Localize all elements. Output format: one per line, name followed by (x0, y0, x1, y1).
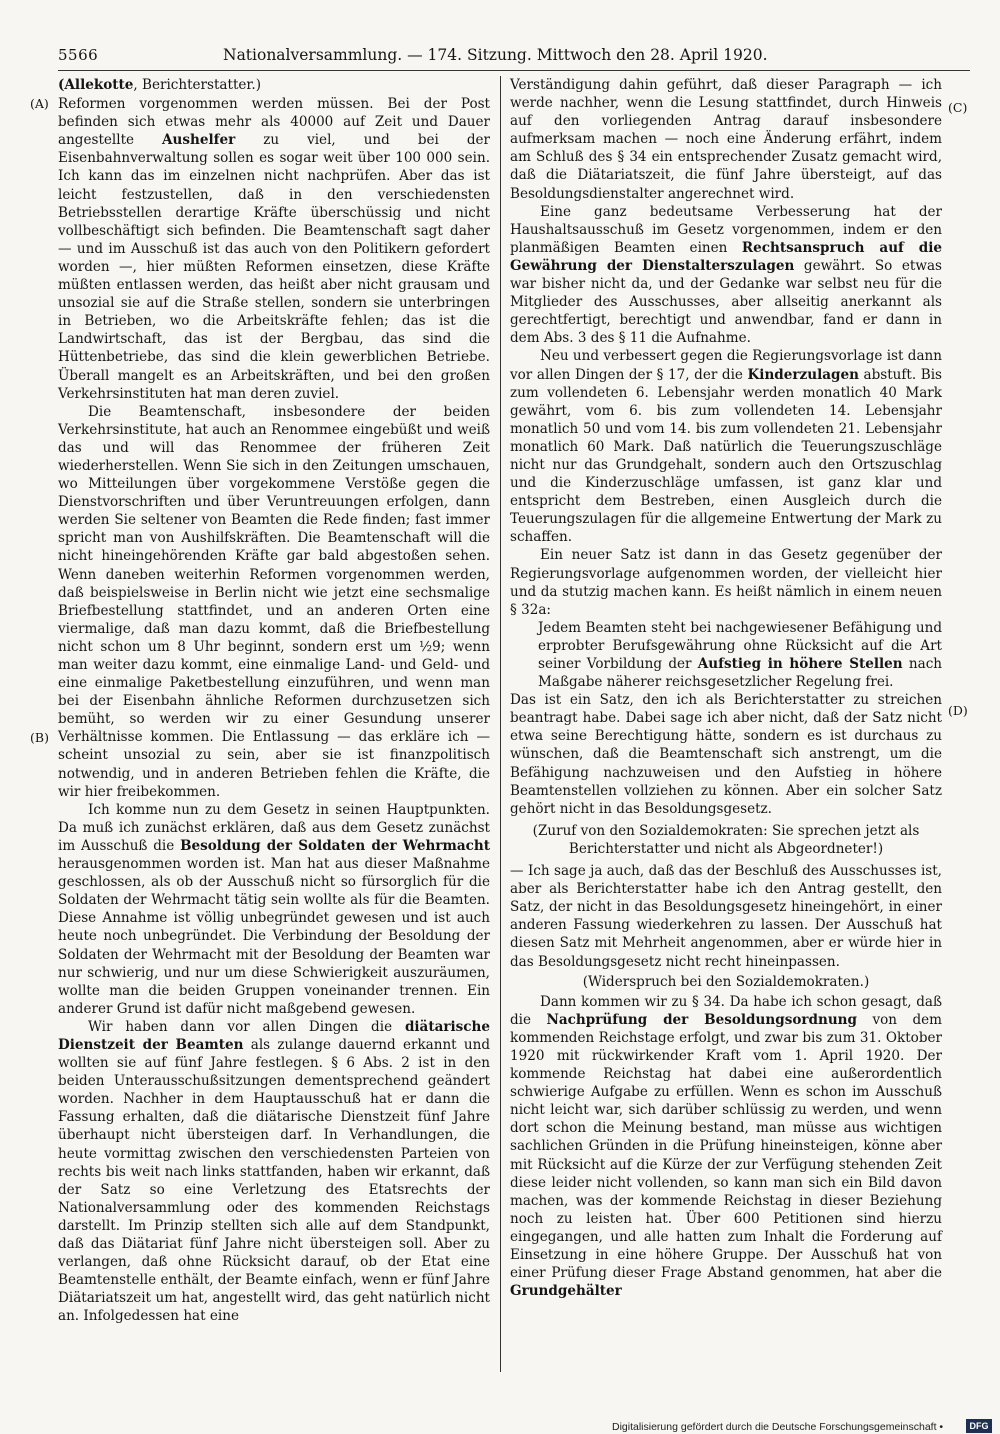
emphasis: Aushelfer (162, 132, 236, 149)
emphasis: Kinderzulagen (747, 366, 859, 383)
paragraph (510, 993, 942, 1301)
speaker-name: (Allekotte (58, 77, 134, 93)
speaker-attribution (58, 76, 490, 94)
dfg-logo: DFG (966, 1419, 992, 1433)
paragraph (58, 801, 490, 1018)
header-rule (58, 70, 970, 71)
emphasis: Nachprüfung der Besoldungsordnung (546, 1011, 857, 1028)
speaker-role: , Berichterstatter.) (133, 77, 261, 93)
margin-marker-c: (C) (948, 100, 968, 115)
paragraph: Ein neuer Satz ist dann in das Gesetz gegenüber der Regierungsvorlage aufgenommen worden, der vielleicht hier und da stutzig machen kann. Es heißt nämlich in einem neuen § 32a: (510, 547, 942, 618)
emphasis: Grundgehälter (510, 1283, 622, 1300)
text-run: Reformen vorgenommen werden müssen. Bei der Post befinden sich etwas mehr als 40000 auf Zeit und Dauer angestellte (58, 96, 490, 149)
text-run: abstuft. Bis zum vollendeten 6. Lebensjahr werden monatlich 40 Mark gewährt, vom 6. bis zum vollendeten 14. Lebensjahr monatlich 50 und vom 14. bis zum vollendeten 21. Lebensjahr monatlich 60 Mark. Daß natürlich die Teuerungszuschläge nicht nur das Grundgehalt, sondern auch den Ortszuschlag und die Kinderzuschläge umfassen, ist ganz klar und entspricht dem Bestreben, einen Ausgleich durch die Teuerungszulagen für die allgemeine Entwertung der Mark zu schaffen. (510, 366, 942, 546)
column-separator (500, 76, 501, 1372)
text-run: Wir haben dann vor allen Dingen die (88, 1018, 405, 1035)
paragraph (510, 203, 942, 348)
text-run: herausgenommen worden ist. Man hat aus dieser Maßnahme geschlossen, als ob der Ausschuß nicht so fürsorglich für die Soldaten der Wehrmacht tätig sein wollte als für die Beamten. Diese Annahme ist völlig unbegründet gewesen und ist auch heute noch unbegründet. Die Verbindung der Besoldung der Soldaten der Wehrmacht mit der Besoldung der Beamten war nur schwierig, und nur um diese Schwierigkeit auszuräumen, wollte man die beiden Gruppen voneinander trennen. Ein anderer Grund ist dafür nicht maßgebend gewesen. (58, 856, 490, 1017)
text-run: Ich komme nun zu dem Gesetz in seinen Hauptpunkten. Da muß ich zunächst erklären, daß aus dem Gesetz zunächst im Ausschuß die (58, 801, 490, 854)
paragraph: Die Beamtenschaft, insbesondere der beiden Verkehrsinstitute, hat auch an Renommee eingebüßt und weiß das und will das Renommee der früheren Zeit wiederherstellen. Wenn Sie sich in den Zeitungen umschauen, wo Mitteilungen über vorgekommene Verstöße gegen die Dienstvorschriften und über Veruntreuungen erfolgen, dann werden Sie seltener von Beamten die Rede finden; fast immer spricht man von Aushilfskräften. Die Beamtenschaft will die nicht hineingehörenden Kräfte gar bald abgestoßen sehen. Wenn daneben weiterhin Reformen vorgenommen werden, daß beispielsweise in Berlin nicht wie jetzt eine sechsmalige Briefbestellung stattfindet, und an anderen Orten eine viermalige, daß man dazu kommt, daß die Briefbestellung nicht schon um 8 Uhr beginnt, sondern erst um ½9; wenn man weiter dazu kommt, eine einmalige Land- und Geld- und eine einmalige Paketbestellung einzuführen, und wenn man bei der Eisenbahn ähnliche Reformen durchzusetzen sich bemüht, so werden wir zu einer Gesundung unserer Verhältnisse kommen. Die Entlassung — das erkläre ich — scheint unsozial zu sein, aber sie ist finanzpolitisch notwendig, und in anderen Betrieben fehlen die Kräfte, die wir hier freibekommen. (58, 403, 490, 800)
text-run: nach Maßgabe näherer reichsgesetzlicher Regelung frei. (538, 656, 943, 691)
digitization-credit: Digitalisierung gefördert durch die Deutsche Forschungsgemeinschaft • (612, 1421, 944, 1433)
page-number: 5566 (58, 46, 99, 64)
margin-marker-b: (B) (30, 730, 49, 745)
margin-marker-d: (D) (948, 703, 968, 718)
paragraph: — Ich sage ja auch, daß das der Beschluß des Ausschusses ist, aber als Berichterstatter habe ich den Antrag gestellt, den Satz, der nicht in das Besoldungsgesetz hineingehört, in einer anderen Fassung wiederkehren zu lassen. Der Ausschuß hat diesen Satz mit Mehrheit angenommen, aber er würde hier in das Besoldungsgesetz nicht recht hineinpassen. (510, 863, 942, 970)
paragraph (58, 1018, 490, 1326)
paragraph: Das ist ein Satz, den ich als Berichterstatter zu streichen beantragt habe. Dabei sage ich aber nicht, daß der Satz nicht etwa seine Berechtigung hätte, sondern es ist durchaus zu wünschen, daß die Beamtenschaft sich anstrengt, um die Befähigung nachzuweisen und den Aufstieg in höhere Beamtenstellen vollziehen zu können. Aber ein solcher Satz gehört nicht in das Besoldungsgesetz. (510, 692, 942, 817)
text-run: als zulange dauernd erkannt und wollten sie auf fünf Jahre festlegen. § 6 Abs. 2 ist in den beiden Unterausschußsitzungen dementsprechend geändert worden. Nachher in dem Hauptausschuß hat er dann die Fassung erhalten, daß die diätarische Dienstzeit fünf Jahre überhaupt nicht übersteigen darf. In Verhandlungen, die heute vormittag zwischen den verschiedensten Parteien von rechts bis weit nach links stattfanden, haben wir erkannt, daß der Satz so eine Verletzung des Etatsrechts der Nationalversammlung oder des kommenden Reichstags darstellt. Im Prinzip stellten sich alle auf dem Standpunkt, daß das Diätariat fünf Jahre nicht übersteigen soll. Aber zu verlangen, daß ohne Rücksicht darauf, ob der Etat eine Beamtenstelle enthält, der Beamte einfach, wenn er fünf Jahre Diätariatszeit um hat, angestellt wird, das geht natürlich nicht an. Infolgedessen hat eine (58, 1036, 491, 1325)
text-run: Eine ganz bedeutsame Verbesserung hat der Haushaltsausschuß im Gesetz vorgenommen, indem er den planmäßigen Beamten einen (510, 203, 942, 256)
quoted-section (538, 619, 942, 691)
text-run: zu viel, und bei der Eisenbahnverwaltung sollen es sogar weit über 100 000 sein. Ich kann das im einzelnen nicht nachprüfen. Aber das ist leicht festzustellen, daß in den verschiedensten Betriebsstellen derartige Kräfte überschüssig und nicht vollbeschäftigt sich befinden. Die Beamtenschaft sagt daher — und im Ausschuß ist das auch von den Politikern gefordert worden —, hier müßten Reformen einsetzen, diese Kräfte müßten entlassen werden, das heißt aber nicht grausam und unsozial sie auf die Straße stellen, sondern sie unterbringen in Betrieben, wo die Arbeitskräfte fehlen; das ist die Landwirtschaft, das ist der Bergbau, das sind die Hüttenbetriebe, das sind die klein gewerblichen Betriebe. Überall mangelt es an Arbeitskräften, und bei den großen Verkehrsinstituten hat man deren zuviel. (58, 132, 490, 402)
running-title: Nationalversammlung. — 174. Sitzung. Mittwoch den 28. April 1920. (223, 46, 768, 64)
interjection: (Widerspruch bei den Sozialdemokraten.) (582, 973, 870, 990)
left-column (58, 76, 490, 1325)
emphasis: Besoldung der Soldaten der Wehrmacht (180, 837, 490, 854)
text-run: von dem kommenden Reichstage erfolgt, und zwar bis zum 31. Oktober 1920 mit rückwirkender Kraft vom 1. April 1920. Der kommende Reichstag hat dabei eine außerordentlich schwierige Aufgabe zu erfüllen. Wenn es schon im Ausschuß nicht leicht war, sich darüber schlüssig zu werden, und wenn dort schon die Meinung bestand, man müsse aus wichtigen sachlichen Gründen in die Prüfung hineinsteigen, könne aber mit Rücksicht auf die Kürze der zur Verfügung stehenden Zeit diese leider nicht vollenden, so kann man sich ein Bild davon machen, was der kommende Reichstag in dieser Beziehung noch zu leisten hat. Über 600 Petitionen sind hierzu eingegangen, und alle hatten zum Inhalt die Forderung auf Einsetzung in eine höhere Gruppe. Der Ausschuß hat von einer Prüfung dieser Frage Abstand genommen, hat aber die (510, 1011, 942, 1282)
page-header (58, 46, 970, 68)
text-run: gewährt. So etwas war bisher nicht da, und der Gedanke war selbst neu für die Mitglieder des Ausschusses, aber allseitig anerkannt als gerechtfertigt, berechtigt und anwendbar, fand er dann in dem Abs. 3 des § 11 die Aufnahme. (510, 257, 942, 347)
text-run: Neu und verbessert gegen die Regierungsvorlage ist dann vor allen Dingen der § 17, der die (510, 348, 942, 383)
text-run: Dann kommen wir zu § 34. Da habe ich schon gesagt, daß die (510, 993, 942, 1028)
paragraph (58, 95, 490, 403)
margin-marker-a: (A) (30, 96, 49, 111)
text-run: Jedem Beamten steht bei nachgewiesener Befähigung und erprobter Berufsgewährung ohne Rücksicht auf die Art seiner Vorbildung der (538, 619, 942, 672)
emphasis: Rechtsanspruch auf die Gewährung der Dienstalterszulagen (510, 239, 942, 274)
emphasis: Aufstieg in höhere Stellen (697, 656, 903, 672)
interjection: (Zuruf von den Sozialdemokraten: Sie sprechen jetzt als Berichterstatter und nicht als Abgeordneter!) (532, 822, 920, 857)
paragraph (510, 347, 942, 546)
emphasis: diätarische Dienstzeit der Beamten (58, 1018, 490, 1053)
paragraph: Verständigung dahin geführt, daß dieser Paragraph — ich werde nachher, wenn die Lesung stattfindet, durch Hinweis auf den vorliegenden Antrag darauf insbesondere aufmerksam machen — noch eine Änderung erfährt, indem am Schluß des § 34 ein entsprechender Zusatz gemacht wird, daß die Diätariatszeit, die fünf Jahre übersteigt, auf das Besoldungsdienstalter angerechnet wird. (510, 77, 942, 202)
right-column (510, 76, 942, 1300)
